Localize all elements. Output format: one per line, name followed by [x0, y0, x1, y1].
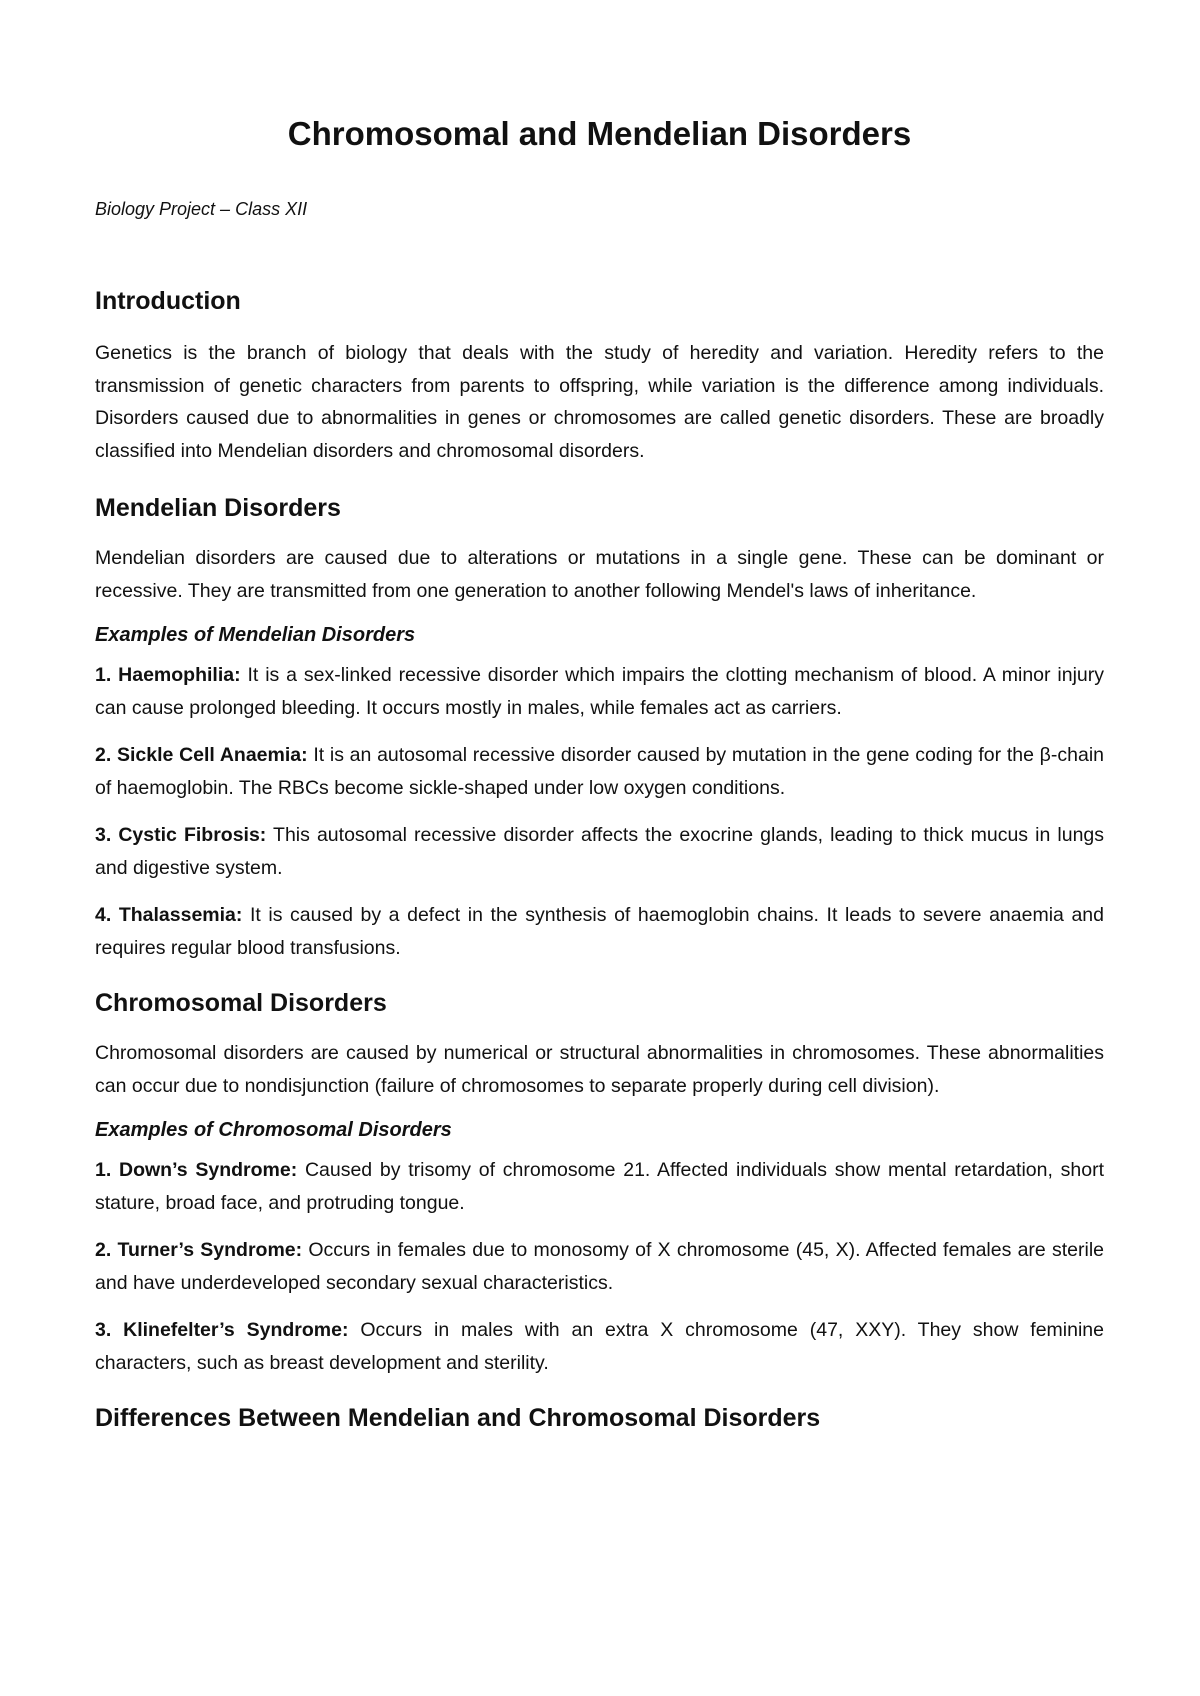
list-item-label: 1. Down’s Syndrome:	[95, 1159, 298, 1181]
list-item-label: 1. Haemophilia:	[95, 664, 241, 686]
mendelian-heading: Mendelian Disorders	[95, 494, 341, 522]
chromosomal-section	[95, 986, 1104, 1379]
chromosomal-heading: Chromosomal Disorders	[95, 989, 387, 1017]
mendelian-paragraph: Mendelian disorders are caused due to alterations or mutations in a single gene. These can be dominant or recessive. They are transmitted from one generation to another following Mendel's laws of inheritance.	[95, 547, 1104, 602]
list-item-text: Caused by trisomy of chromosome 21. Affected individuals show mental retardation, short stature, broad face, and protruding tongue.	[95, 1159, 1104, 1214]
list-item-text: This autosomal recessive disorder affects the exocrine glands, leading to thick mucus in lungs and digestive system.	[95, 824, 1105, 879]
chromosomal-paragraph: Chromosomal disorders are caused by numerical or structural abnormalities in chromosomes. These abnormalities can occur due to nondisjunction (failure of chromosomes to separate properly during cell division).	[95, 1042, 1104, 1097]
list-item-cystic-fibrosis	[95, 819, 1104, 884]
list-item-text: It is caused by a defect in the synthesis of haemoglobin chains. It leads to severe anaemia and requires regular blood transfusions.	[95, 904, 1104, 959]
list-item-downs-syndrome	[95, 1154, 1104, 1219]
list-item-haemophilia	[95, 659, 1104, 724]
list-item-label: 2. Turner’s Syndrome:	[95, 1239, 303, 1261]
list-item-text: Occurs in males with an extra X chromosome (47, XXY). They show feminine characters, such as breast development and sterility.	[95, 1319, 1104, 1374]
differences-section	[95, 1401, 1104, 1435]
chromosomal-examples-heading: Examples of Chromosomal Disorders	[95, 1119, 452, 1141]
list-item-label: 4. Thalassemia:	[95, 904, 243, 926]
list-item-sickle-cell	[95, 739, 1104, 804]
list-item-label: 2. Sickle Cell Anaemia:	[95, 744, 308, 766]
differences-heading: Differences Between Mendelian and Chromosomal Disorders	[95, 1404, 821, 1432]
list-item-text: Occurs in females due to monosomy of X chromosome (45, X). Affected females are sterile and have underdeveloped secondary sexual characteristics.	[95, 1239, 1104, 1294]
mendelian-examples-heading: Examples of Mendelian Disorders	[95, 624, 416, 646]
document-subtitle: Biology Project – Class XII	[95, 199, 308, 219]
list-item-text: It is an autosomal recessive disorder caused by mutation in the gene coding for the β-chain of haemoglobin. The RBCs become sickle-shaped under low oxygen conditions.	[95, 744, 1105, 799]
list-item-label: 3. Cystic Fibrosis:	[95, 824, 267, 846]
list-item-thalassemia	[95, 899, 1104, 964]
introduction-paragraph: Genetics is the branch of biology that deals with the study of heredity and variation. Heredity refers to the transmission of genetic characters from parents to offspring, while variation is the difference among individuals. Disorders caused due to abnormalities in genes or chromosomes are called genetic disorders. These are broadly classified into Mendelian disorders and chromosomal disorders.	[95, 342, 1104, 462]
list-item-klinefelters-syndrome	[95, 1314, 1104, 1379]
mendelian-section	[95, 491, 1104, 964]
introduction-section	[95, 284, 1104, 467]
list-item-turners-syndrome	[95, 1234, 1104, 1299]
list-item-label: 3. Klinefelter’s Syndrome:	[95, 1319, 349, 1341]
document-title: Chromosomal and Mendelian Disorders	[287, 115, 912, 152]
introduction-heading: Introduction	[95, 287, 241, 315]
list-item-text: It is a sex-linked recessive disorder which impairs the clotting mechanism of blood. A minor injury can cause prolonged bleeding. It occurs mostly in males, while females act as carriers.	[95, 664, 1104, 719]
